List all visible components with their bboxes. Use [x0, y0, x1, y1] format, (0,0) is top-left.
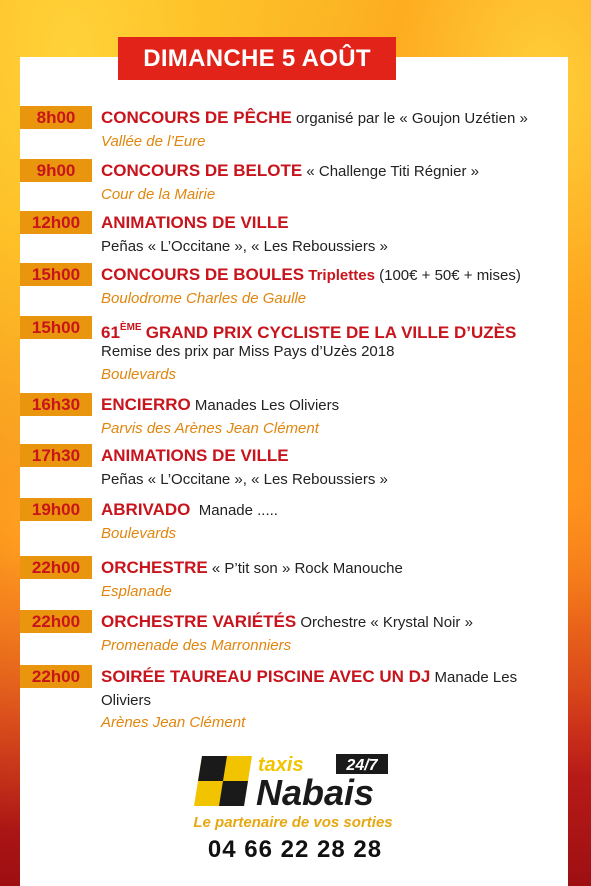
edition-number: 61 — [101, 323, 120, 342]
event-title: ORCHESTRE VARIÉTÉS — [101, 612, 297, 631]
event-title: CONCOURS DE BELOTE — [101, 161, 303, 180]
event-line1 — [101, 445, 566, 467]
event-place: Boulodrome Charles de Gaulle — [101, 290, 307, 307]
event-title: ANIMATIONS DE VILLE — [101, 446, 289, 465]
event-line1 — [101, 394, 566, 416]
taxi-logo — [194, 752, 390, 810]
event-subtitle: Remise des prix par Miss Pays d’Uzès 2018 — [101, 343, 395, 360]
event-place: Esplanade — [101, 583, 172, 600]
sponsor-tagline: Le partenaire de vos sorties — [193, 814, 393, 831]
event-time: 22h00 — [20, 665, 92, 688]
event-time: 19h00 — [20, 498, 92, 521]
edition-suffix: ÈME — [119, 322, 142, 333]
event-description: Manade Les — [434, 669, 518, 686]
event-description: « P’tit son » Rock Manouche — [211, 560, 403, 577]
event-line1 — [101, 212, 566, 234]
event-time: 15h00 — [20, 316, 92, 339]
event-title: ENCIERRO — [101, 395, 191, 414]
event-time: 15h00 — [20, 263, 92, 286]
event-place: Arènes Jean Clément — [101, 714, 246, 731]
event-title: GRAND PRIX CYCLISTE DE LA VILLE D’UZÈS — [145, 323, 517, 342]
event-place: Promenade des Marronniers — [101, 637, 292, 654]
event-place: Boulevards — [101, 366, 177, 383]
event-line1 — [101, 611, 566, 633]
logo-badge-text: 24/7 — [346, 757, 378, 774]
event-time: 22h00 — [20, 556, 92, 579]
event-line1 — [101, 107, 566, 129]
event-title: CONCOURS DE PÊCHE — [101, 108, 292, 127]
event-subtitle: Peñas « L’Occitane », « Les Reboussiers » — [101, 471, 388, 488]
event-time: 22h00 — [20, 610, 92, 633]
logo-taxis-text: taxis — [258, 754, 304, 776]
event-line1 — [101, 160, 566, 182]
event-place: Cour de la Mairie — [101, 186, 216, 203]
event-line1 — [101, 666, 566, 688]
event-place: Parvis des Arènes Jean Clément — [101, 420, 319, 437]
event-time: 16h30 — [20, 393, 92, 416]
event-time: 17h30 — [20, 444, 92, 467]
event-place: Boulevards — [101, 525, 177, 542]
event-description: Manade ..... — [198, 502, 278, 519]
event-place: Vallée de l’Eure — [101, 133, 206, 150]
event-title: ABRIVADO — [101, 500, 191, 519]
event-category: Triplettes — [308, 267, 375, 284]
event-line1 — [101, 557, 566, 579]
event-time: 8h00 — [20, 106, 92, 129]
event-line1 — [101, 317, 566, 344]
event-title: ORCHESTRE — [101, 558, 208, 577]
day-banner: DIMANCHE 5 AOÛT — [118, 37, 396, 80]
event-time: 9h00 — [20, 159, 92, 182]
checker-flag-icon — [194, 756, 252, 806]
event-description: Orchestre « Krystal Noir » — [300, 614, 473, 631]
event-title: ANIMATIONS DE VILLE — [101, 213, 289, 232]
event-subtitle: Peñas « L’Occitane », « Les Reboussiers » — [101, 238, 388, 255]
event-description: Manades Les Oliviers — [194, 397, 340, 414]
event-title: CONCOURS DE BOULES — [101, 265, 305, 284]
event-description: (100€ + 50€ + mises) — [379, 267, 521, 284]
event-time: 12h00 — [20, 211, 92, 234]
sponsor-phone: 04 66 22 28 28 — [207, 836, 383, 863]
event-line1 — [101, 264, 566, 286]
event-line1 — [101, 499, 566, 521]
logo-brand-name: Nabais — [256, 772, 375, 810]
event-subtitle: Oliviers — [101, 692, 152, 709]
event-title: SOIRÉE TAUREAU PISCINE AVEC UN DJ — [101, 667, 431, 686]
event-description: « Challenge Titi Régnier » — [306, 163, 479, 180]
event-description: organisé par le « Goujon Uzétien » — [295, 110, 528, 127]
